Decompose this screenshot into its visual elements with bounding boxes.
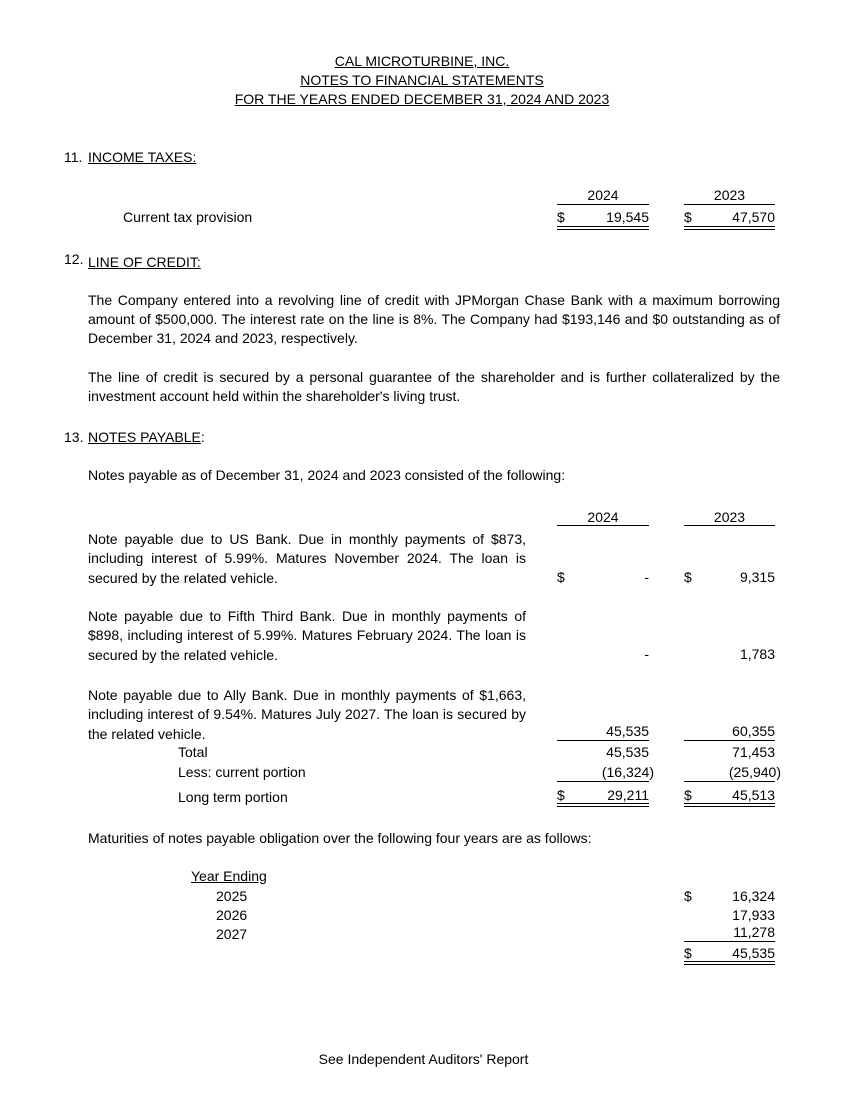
section-13-heading-colon: : [200,429,205,445]
section-12-heading: LINE OF CREDIT: [88,254,201,270]
note-ally-value-2024: 45,535 [606,723,649,739]
line-of-credit-paragraph-2: The line of credit is secured by a personal guarantee of the shareholder and is further collateralized by the investment account held within the shareholder's living trust. [88,369,780,404]
section-13-heading-text: NOTES PAYABLE [88,429,201,445]
maturity-total: 45,535 [732,945,775,961]
footer-auditor-note: See Independent Auditors' Report [318,1051,529,1067]
section-11-heading: INCOME TAXES: [88,149,197,165]
maturity-year-2026: 2026 [216,907,248,923]
notes-subtotal-rule-2023 [684,740,775,741]
notes-long-term-2023: 45,513 [732,787,775,803]
period-heading: FOR THE YEARS ENDED DECEMBER 31, 2024 AND 2023 [234,91,610,107]
note-us-bank-dollar-2024: $ [557,569,565,585]
section-13-heading [88,429,205,445]
note-us-bank: Note payable due to US Bank. Due in monthly payments of $873, including interest of 5.99%. Matures November 2024. The loan is secured by the related vehicle. [88,531,526,586]
notes-long-term-double-rule-2023 [684,803,775,807]
tax-col-2024-rule [557,204,649,205]
maturity-amount-2025: 16,324 [732,888,775,904]
notes-payable-intro: Notes payable as of December 31, 2024 and 2023 consisted of the following: [88,467,566,483]
notes-current-rule-2023 [684,781,775,782]
line-of-credit-paragraph-1: The Company entered into a revolving line of credit with JPMorgan Chase Bank with a maximum borrowing amount of $500,000. The interest rate on the line is 8%. The Company had $193,146 and $0 outstanding as of December 31, 2024 and 2023, respectively. [88,292,780,346]
maturity-subtotal-rule [684,941,775,942]
notes-long-term-dollar-2023: $ [684,787,692,803]
note-fifth-third-value-2023: 1,783 [739,646,775,662]
section-13-number: 13. [64,429,84,445]
notes-long-term-double-rule-2024 [557,803,649,807]
notes-long-term-label: Long term portion [178,789,288,805]
tax-2024-double-rule [557,226,649,230]
note-us-bank-value-2024: - [644,569,649,585]
notes-total-2023: 71,453 [732,744,775,760]
maturity-amount-2026: 17,933 [732,907,775,923]
page-title: NOTES TO FINANCIAL STATEMENTS [300,72,544,88]
maturity-dollar-first: $ [684,888,692,904]
notes-col-2023-rule [684,525,775,526]
tax-row-label: Current tax provision [123,209,253,225]
maturity-total-double-rule [684,961,775,965]
notes-long-term-2024: 29,211 [607,787,649,803]
tax-col-2023-rule [684,204,775,205]
notes-current-portion-label: Less: current portion [178,764,306,780]
maturities-intro: Maturities of notes payable obligation over the following four years are as follows: [88,830,592,846]
notes-col-2023: 2023 [713,509,746,525]
tax-dollar-2023: $ [684,209,692,225]
maturity-year-2025: 2025 [216,888,248,904]
notes-current-rule-2024 [557,781,649,782]
notes-current-portion-2024: (16,324) [601,764,654,780]
maturities-year-header: Year Ending [191,868,267,884]
tax-value-2023: 47,570 [732,209,775,225]
tax-dollar-2024: $ [557,209,565,225]
maturity-total-dollar: $ [684,945,692,961]
note-ally-bank: Note payable due to Ally Bank. Due in monthly payments of $1,663, including interest of 9.54%. Matures July 2027. The loan is secured by the related vehicle. [88,687,526,742]
maturity-year-2027: 2027 [216,926,248,942]
note-fifth-third-bank: Note payable due to Fifth Third Bank. Due in monthly payments of $898, including interest of 5.99%. Matures February 2024. The loan is secured by the related vehicle. [88,608,526,663]
note-us-bank-dollar-2023: $ [684,569,692,585]
notes-long-term-dollar-2024: $ [557,787,565,803]
tax-col-2024: 2024 [587,187,619,203]
company-name: CAL MICROTURBINE, INC. [334,53,510,69]
note-us-bank-value-2023: 9,315 [739,569,775,585]
tax-col-2023: 2023 [713,187,746,203]
notes-total-2024: 45,535 [606,744,649,760]
notes-current-portion-2023: (25,940) [728,764,781,780]
section-11-number: 11. [64,149,83,165]
note-ally-value-2023: 60,355 [732,723,775,739]
note-fifth-third-value-2024: - [644,646,649,662]
maturity-amount-2027: 11,278 [733,924,775,940]
section-12-number: 12. [64,251,84,267]
notes-col-2024-rule [557,525,649,526]
notes-total-label: Total [178,744,208,760]
tax-value-2024: 19,545 [606,209,649,225]
tax-2023-double-rule [684,226,775,230]
notes-subtotal-rule-2024 [557,740,649,741]
notes-col-2024: 2024 [587,509,619,525]
